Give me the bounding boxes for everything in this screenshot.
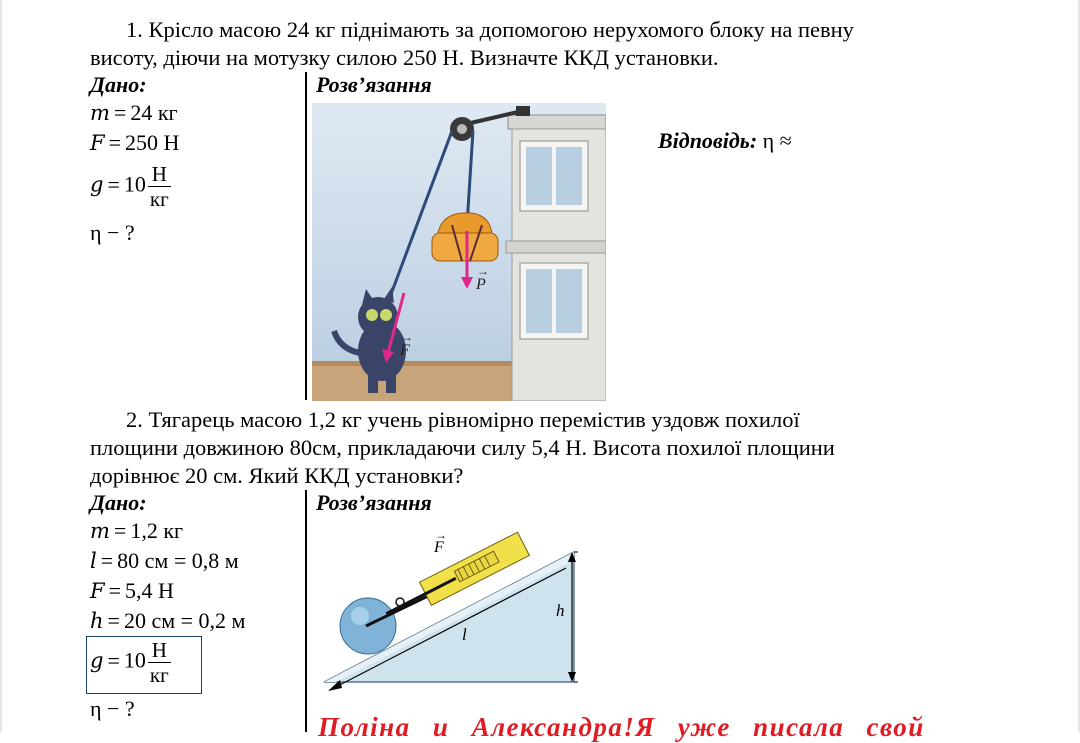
window-bottom — [520, 263, 588, 339]
problem2-line-2: площини довжиною 80см, прикладаючи силу 5,4 Н. Висота похилої площини — [90, 435, 835, 460]
problem2-given-heading: Дано: — [90, 490, 147, 515]
answer-line — [658, 128, 792, 154]
label-F: F — [400, 342, 410, 359]
problem2-divider — [305, 490, 307, 732]
problem1-line-2: висоту, діючи на мотузку силою 250 Н. Визначте ККД установки. — [90, 45, 719, 70]
building-ledge — [506, 241, 606, 253]
gravity2-selection-box — [86, 636, 202, 694]
given2-unknown-efficiency: η − ? — [90, 696, 135, 721]
label-F2: F — [434, 539, 444, 556]
label-l: l — [462, 625, 467, 644]
incline-figure — [316, 522, 586, 700]
vector-arrow-F2: → — [435, 528, 447, 542]
given-force: F = 250 Н — [90, 130, 180, 155]
answer-value: η ≈ — [762, 128, 792, 153]
problem1-given-heading: Дано: — [90, 72, 147, 97]
label-h: h — [556, 601, 565, 620]
label-P: P — [476, 276, 486, 293]
problem1-line-1: 1. Крісло масою 24 кг піднімають за допомогою нерухомого блоку на певну — [126, 17, 854, 42]
gravity-unit-fraction: $\frac{Н}{кг}$ — [149, 162, 169, 211]
vector-arrow-P: → — [477, 264, 489, 278]
answer-label: Відповідь: — [658, 128, 758, 153]
problem2-statement — [90, 406, 993, 490]
page-left-edge — [0, 0, 2, 732]
building-roof — [508, 115, 606, 129]
given-mass: m = 24 кг — [90, 100, 178, 125]
gravity2-unit-fraction: $\frac{Н}{кг}$ — [149, 638, 169, 687]
given2-gravity: g = 10 $\frac{Н}{кг}$ — [90, 638, 169, 687]
given2-force: F = 5,4 Н — [90, 578, 174, 603]
problem2-line-1: 2. Тягарець масою 1,2 кг учень рівномірно перемістив уздовж похилої — [126, 407, 800, 432]
vector-arrow-F: → — [401, 330, 413, 344]
problem2-solution-heading: Розв’язання — [316, 490, 432, 515]
problem1-divider — [305, 72, 307, 400]
given-gravity: g = 10 $\frac{Н}{кг}$ — [90, 162, 169, 211]
given2-height: h = 20 см = 0,2 м — [90, 608, 246, 633]
given-unknown-efficiency: η − ? — [90, 220, 135, 245]
given2-length: l = 80 см = 0,8 м — [90, 548, 239, 573]
problem2-line-3: дорівнює 20 см. Який ККД установки? — [90, 463, 464, 488]
window-top — [520, 141, 588, 211]
given2-mass: m = 1,2 кг — [90, 518, 184, 543]
handwritten-note: Поліна и Александра!Я уже писала свой — [318, 712, 925, 742]
pulley-figure — [312, 103, 606, 401]
problem1-statement — [90, 16, 993, 72]
problem1-solution-heading: Розв’язання — [316, 72, 432, 97]
